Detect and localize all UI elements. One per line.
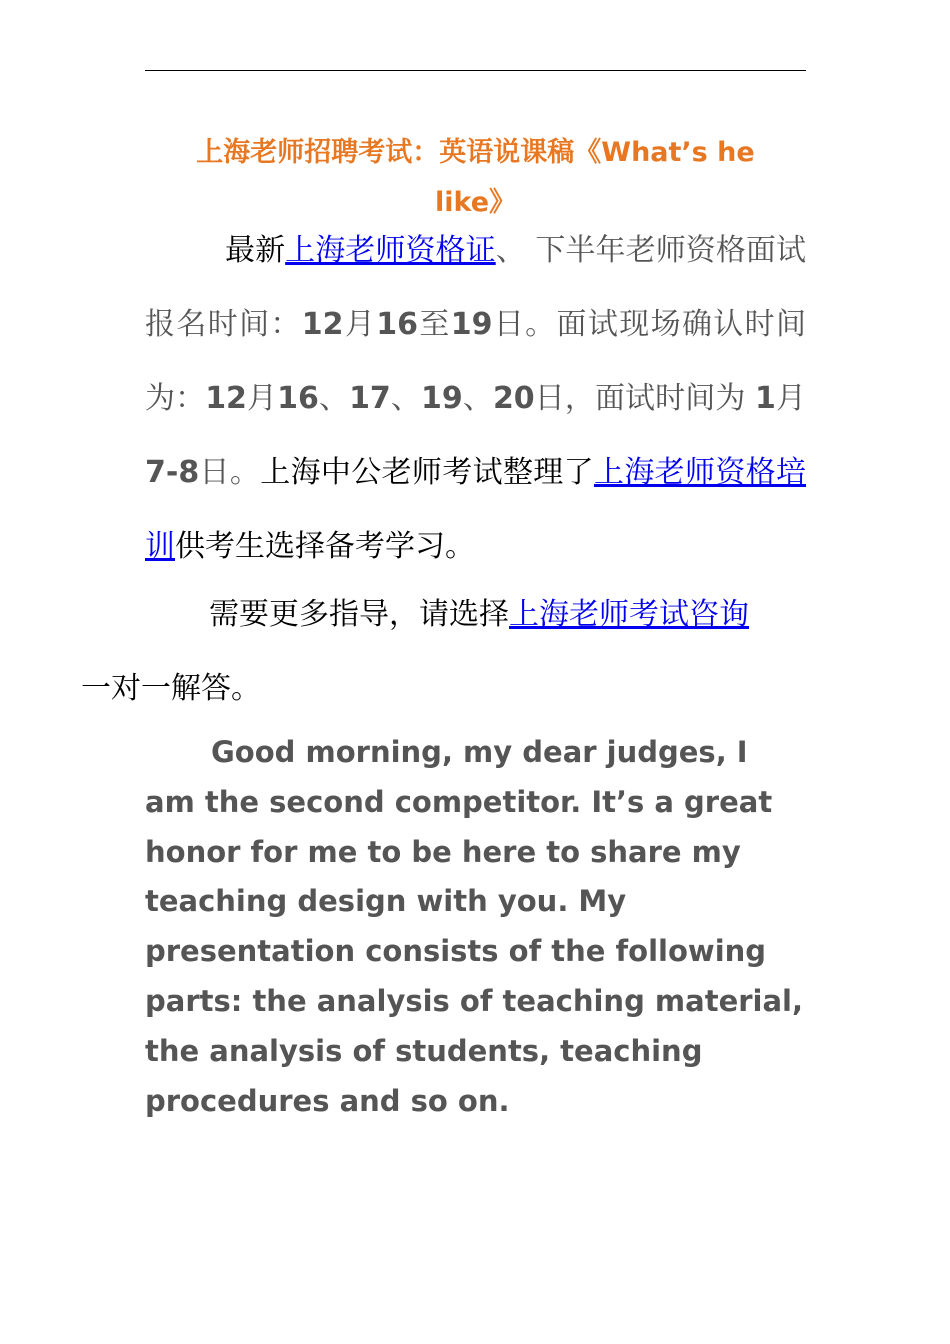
date-number: 1 [755, 381, 776, 416]
intro-text: 、 [462, 381, 493, 416]
intro-text: 、 [390, 381, 421, 416]
intro-text: 月 [775, 381, 807, 416]
date-number: 12 [205, 381, 247, 416]
intro-text: 上海中公老师考试整理了 [260, 455, 594, 490]
intro-text: 月 [343, 307, 377, 342]
intro-text: 供考生选择备考学习。 [175, 529, 475, 564]
date-number: 16 [376, 307, 418, 342]
intro-paragraph [145, 214, 806, 584]
teacher-certificate-link[interactable]: 上海老师资格证 [285, 233, 496, 268]
date-number: 7-8 [145, 455, 200, 490]
guidance-text: 需要更多指导，请选择 [209, 597, 509, 632]
date-number: 12 [301, 307, 344, 342]
header-rule [145, 70, 806, 71]
document-title [145, 128, 806, 228]
intro-text: 月 [246, 381, 278, 416]
date-number: 16 [277, 381, 319, 416]
date-number: 19 [421, 381, 463, 416]
date-number: 17 [349, 381, 391, 416]
teacher-training-link[interactable]: 上海老师资格培训 [145, 455, 807, 564]
guidance-paragraph [81, 578, 806, 726]
intro-text: 日，面试时间为 [534, 381, 756, 416]
title-line-1: 上海老师招聘考试：英语说课稿《What’s he [196, 137, 755, 168]
intro-text: 日。 [199, 455, 261, 490]
intro-text: 、 [318, 381, 350, 416]
title-line-2: like》 [434, 187, 517, 218]
exam-consult-link[interactable]: 上海老师考试咨询 [509, 597, 749, 632]
intro-text: 日。面试现场确认时间为： [145, 307, 807, 416]
intro-text: 、 下半年老师资格面试报名时间： [145, 233, 807, 342]
intro-text: 最新 [225, 233, 286, 268]
english-speech-paragraph: Good morning, my dear judges, I am the second competitor. It’s a great honor for me to be here to share my teaching design with you. My presentation consists of the following parts: the analysis of teaching material, the analysis of students, teaching procedures and so on. [145, 735, 804, 1118]
guidance-text: 一对一解答。 [81, 671, 261, 706]
date-number: 19 [450, 307, 493, 342]
date-number: 20 [492, 381, 535, 416]
intro-text: 至 [418, 307, 451, 342]
